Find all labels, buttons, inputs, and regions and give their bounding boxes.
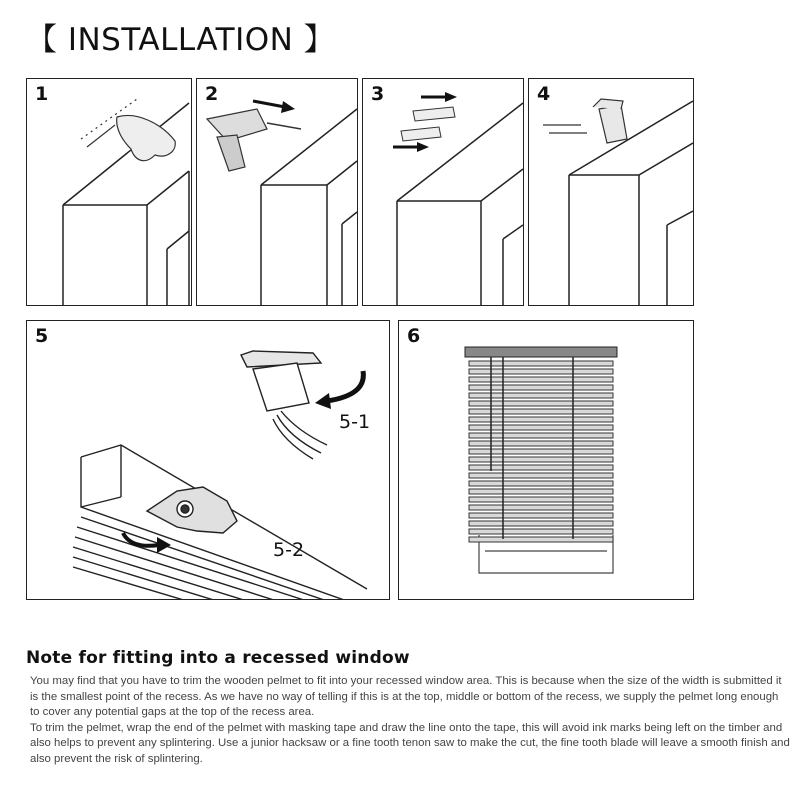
step-3-illustration xyxy=(363,79,524,306)
screw-icon xyxy=(543,125,587,133)
blind-slat xyxy=(469,505,613,510)
note-paragraph: You may find that you have to trim the wooden pelmet to fit into your recessed window area. This is because when the size of the width is submitted it is the smallest point of the recess. As we have no way of telling if this is at the top, middle or bottom of the recess, we supply the pelmet long enough to cover any potential gaps at the top of the recess area. xyxy=(30,675,782,719)
bracket-icon xyxy=(593,99,627,143)
blind-slat xyxy=(469,481,613,486)
step-number: 2 xyxy=(205,83,219,105)
blind-slat xyxy=(469,529,613,534)
step-5-1-label: 5-1 xyxy=(339,411,371,433)
blind-slat xyxy=(469,497,613,502)
step-1-illustration xyxy=(27,79,192,306)
drill-icon xyxy=(207,109,301,171)
arrow-right-icon xyxy=(393,92,457,152)
arrow-right-icon xyxy=(253,101,295,113)
blind-pelmet xyxy=(465,347,617,357)
wall-plug-icon xyxy=(401,107,455,141)
note-paragraph: To trim the pelmet, wrap the end of the pelmet with masking tape and draw the line onto the tape, this will avoid ink marks being left on the timber and also helps to prevent any splintering. Use a junior hacksaw or a fine tooth tenon saw to make the cut, the fine tooth blade will leave a smooth finish and also prevent the risk of splintering. xyxy=(30,721,790,765)
bracket-detail-icon xyxy=(241,351,327,459)
page-title: 【 INSTALLATION 】 xyxy=(26,22,336,58)
step-2-illustration xyxy=(197,79,358,306)
step-6-panel xyxy=(398,320,694,600)
step-5-panel xyxy=(26,320,390,600)
step-number: 6 xyxy=(407,325,421,347)
step-6-illustration xyxy=(399,321,694,600)
blind-slat xyxy=(469,489,613,494)
step-5-illustration xyxy=(27,321,390,600)
step-number: 3 xyxy=(371,83,385,105)
rotate-arrow-icon xyxy=(315,371,363,409)
blind-slat xyxy=(469,473,613,478)
step-number: 1 xyxy=(35,83,49,105)
note-heading: Note for fitting into a recessed window xyxy=(26,648,410,668)
step-3-panel xyxy=(362,78,524,306)
step-number: 4 xyxy=(537,83,551,105)
blind-slat xyxy=(469,537,613,542)
step-number: 5 xyxy=(35,325,49,347)
step-5-2-label: 5-2 xyxy=(273,539,305,561)
blind-slat xyxy=(469,521,613,526)
bracket-clip-icon xyxy=(147,487,237,533)
blind-slat xyxy=(469,513,613,518)
step-4-panel xyxy=(528,78,694,306)
step-2-panel xyxy=(196,78,358,306)
step-4-illustration xyxy=(529,79,694,306)
note-body xyxy=(30,674,790,768)
ladder-cords xyxy=(503,357,573,539)
step-1-panel xyxy=(26,78,192,306)
